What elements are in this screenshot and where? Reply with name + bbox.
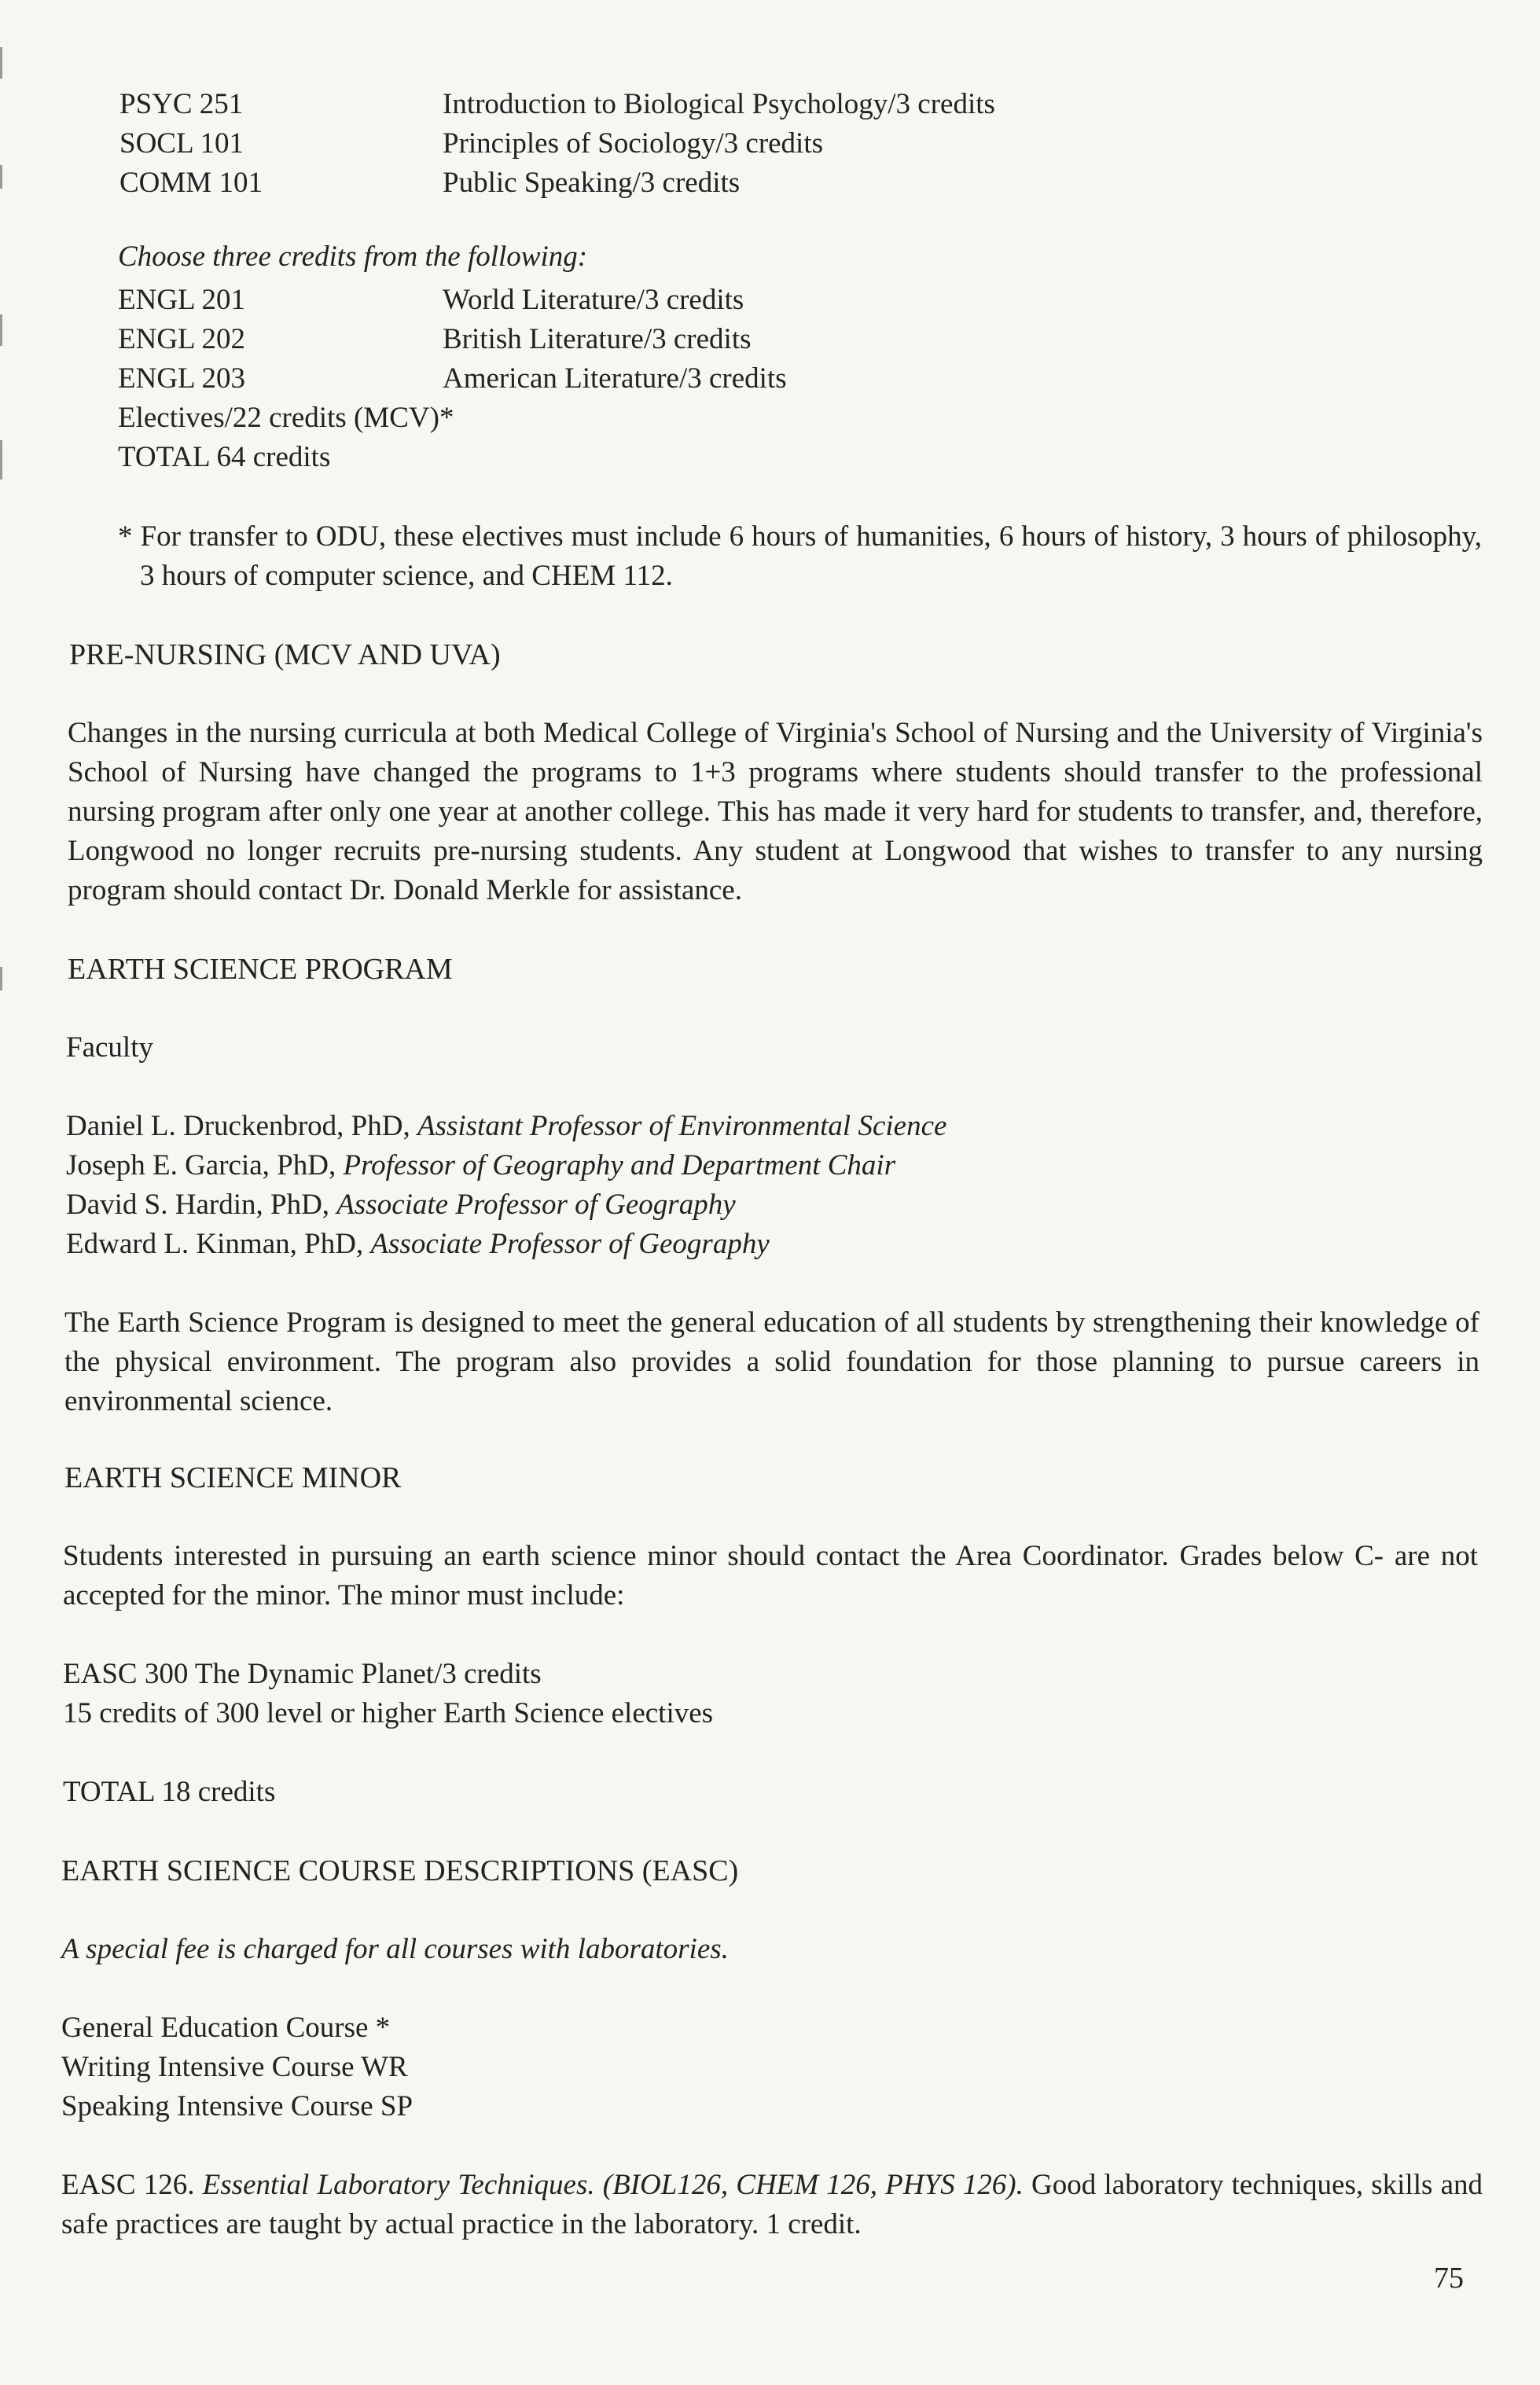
choose-label: Choose three credits from the following: [118, 241, 588, 273]
course-row [119, 164, 1141, 203]
legend-item: General Education Course * [61, 2012, 391, 2044]
minor-requirement: EASC 300 The Dynamic Planet/3 credits [63, 1658, 542, 1690]
course-row [118, 320, 1140, 359]
course-row [119, 85, 1141, 124]
faculty-label: Faculty [66, 1031, 153, 1064]
course-code: ENGL 202 [118, 323, 246, 355]
faculty-name: David S. Hardin, PhD, [66, 1189, 330, 1221]
course-desc: Public Speaking/3 credits [443, 167, 741, 199]
faculty-name: Joseph E. Garcia, PhD, [66, 1149, 336, 1181]
course-entry-title: Essential Laboratory Techniques. (BIOL126, CHEM 126, PHYS 126). [202, 2169, 1024, 2201]
scan-margin-mark [0, 314, 2, 346]
course-code: SOCL 101 [119, 127, 244, 160]
earth-minor-body: Students interested in pursuing an earth science minor should contact the Area Coordinator. Grades below C- are not accepted for the minor. The minor must include: [63, 1540, 1478, 1611]
course-desc: British Literature/3 credits [443, 323, 752, 355]
section-heading-earth-minor: EARTH SCIENCE MINOR [64, 1461, 402, 1494]
course-row [118, 359, 1140, 399]
section-heading-earth-program: EARTH SCIENCE PROGRAM [68, 953, 453, 986]
course-desc: American Literature/3 credits [443, 362, 787, 395]
course-desc: Introduction to Biological Psychology/3 credits [443, 88, 995, 120]
section-heading-course-descriptions: EARTH SCIENCE COURSE DESCRIPTIONS (EASC) [61, 1854, 739, 1887]
faculty-member [66, 1146, 895, 1185]
course-entry-code: EASC 126. [61, 2169, 195, 2201]
course-desc: World Literature/3 credits [443, 284, 744, 316]
earth-program-body: The Earth Science Program is designed to meet the general education of all students by strengthening their knowledge of the physical environment. The program also provides a solid foundation for those planning to pursue careers in environmental science. [64, 1306, 1479, 1417]
faculty-title: Assistant Professor of Environmental Science [417, 1110, 947, 1142]
faculty-title: Professor of Geography and Department Chair [343, 1149, 896, 1181]
course-desc: Principles of Sociology/3 credits [443, 127, 824, 160]
legend-item: Speaking Intensive Course SP [61, 2090, 413, 2122]
footnote: * For transfer to ODU, these electives must include 6 hours of humanities, 6 hours of history, 3 hours of philosophy, 3 hours of computer science, and CHEM 112. [118, 520, 1482, 592]
course-row [119, 124, 1141, 164]
course-entry-easc126 [61, 2166, 1483, 2244]
scan-margin-mark [0, 440, 2, 480]
section-heading-prenursing: PRE-NURSING (MCV AND UVA) [69, 638, 501, 671]
legend-item: Writing Intensive Course WR [61, 2051, 408, 2083]
course-code: PSYC 251 [119, 88, 244, 120]
faculty-name: Daniel L. Druckenbrod, PhD, [66, 1110, 410, 1142]
total-credits: TOTAL 64 credits [118, 441, 331, 473]
faculty-title: Associate Professor of Geography [336, 1189, 736, 1221]
faculty-title: Associate Professor of Geography [370, 1228, 770, 1260]
course-row [118, 281, 1140, 320]
minor-requirement: 15 credits of 300 level or higher Earth Science electives [63, 1697, 714, 1729]
minor-total: TOTAL 18 credits [63, 1776, 276, 1808]
page-number: 75 [1434, 2262, 1464, 2295]
faculty-member [66, 1225, 770, 1264]
scan-margin-mark [0, 165, 2, 189]
course-code: COMM 101 [119, 167, 263, 199]
scan-margin-mark [0, 967, 2, 990]
prenursing-body: Changes in the nursing curricula at both Medical College of Virginia's School of Nursing and the University of Virginia's School of Nursing have changed the programs to 1+3 programs where students should transfer to the professional nursing program after only one year at another college. This has made it very hard for students to transfer, and, therefore, Longwood no longer recruits pre-nursing students. Any student at Longwood that wishes to transfer to any nursing program should contact Dr. Donald Merkle for assistance. [68, 717, 1483, 906]
scan-margin-mark [0, 47, 2, 79]
lab-fee-note: A special fee is charged for all courses with laboratories. [61, 1933, 729, 1965]
faculty-name: Edward L. Kinman, PhD, [66, 1228, 364, 1260]
course-code: ENGL 203 [118, 362, 246, 395]
course-entry-text: Good laboratory techniques, skills and safe practices are taught by actual practice in the laboratory. 1 credit. [61, 2169, 1483, 2240]
faculty-member [66, 1107, 946, 1146]
electives-line: Electives/22 credits (MCV)* [118, 402, 454, 434]
faculty-member [66, 1185, 736, 1225]
course-code: ENGL 201 [118, 284, 246, 316]
